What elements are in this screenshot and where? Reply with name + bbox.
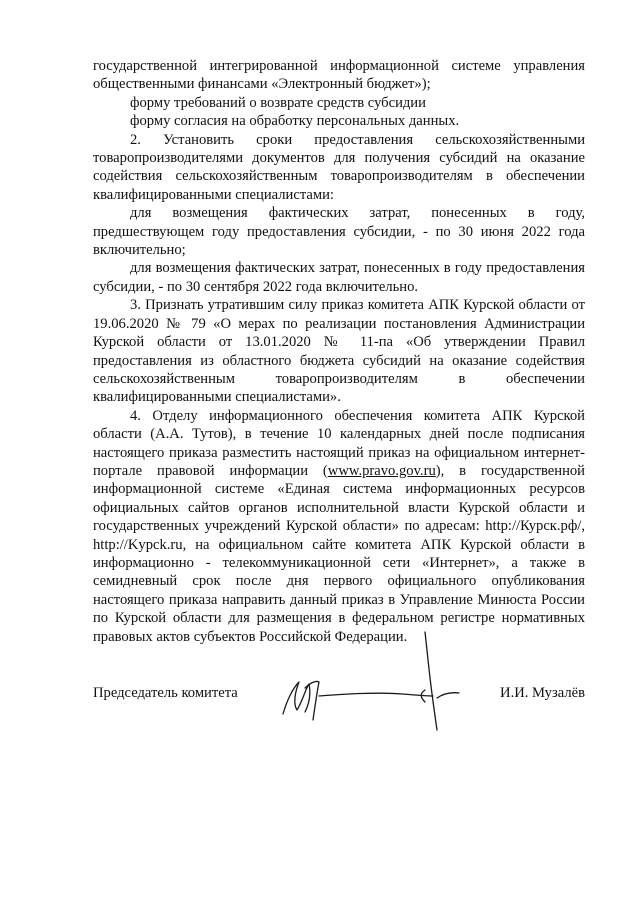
document-body xyxy=(93,57,585,646)
pravo-gov-link[interactable]: www.pravo.gov.ru xyxy=(327,462,436,479)
paragraph-form-requirements: форму требований о возврате средств субсидии xyxy=(130,94,426,111)
paragraph-deadline-current-year: для возмещения фактических затрат, понесенных в году предоставления субсидии, - по 30 сентября 2022 года включительно. xyxy=(93,260,585,295)
paragraph-deadline-previous-year: для возмещения фактических затрат, понесенных в году, предшествующем году предоставления субсидии, - по 30 июня 2022 года включительно; xyxy=(93,205,585,259)
signatory-name: И.И. Музалёв xyxy=(500,685,585,701)
paragraph-form-consent: форму согласия на обработку персональных данных. xyxy=(130,113,460,130)
paragraph-continuation: государственной интегрированной информационной системе управления общественными финансами «Электронный бюджет»); xyxy=(93,58,585,93)
paragraph-item-3: 3. Признать утратившим силу приказ комитета АПК Курской области от 19.06.2020 № 79 «О мерах по реализации постановления Администрации Курской области от 13.01.2020 № 11-па «Об утверждении Правил предоставления из областного бюджета субсидий на оказание содействия сельскохозяйственным товаропроизводителям в обеспечении квалифицированными специалистами». xyxy=(93,297,585,406)
paragraph-item-4-text-before-link: 4. Отделу информационного обеспечения комитета АПК Курской области (А.А. Тутов), в течение 10 календарных дней после подписания настоящего приказа разместить настоящий приказ на официальном интернет-портале правовой информации ( xyxy=(93,407,585,479)
handwritten-signature xyxy=(275,630,465,740)
paragraph-item-4 xyxy=(93,407,585,646)
paragraph-item-4-text-after-link: ), в государственной информационной системе «Единая система информационных ресурсов официальных сайтов органов исполнительной власти Курской области и государственных учреждений Курской области» по адресам: http://Курск.рф/, http://Kypck.ru, на официальном сайте комитета АПК Курской области в информационно - телекоммуникационной сети «Интернет», а также в семидневный срок после дня первого официального опубликования настоящего приказа направить данный приказ в Управление Минюста России по Курской области для размещения в федеральном регистре нормативных правовых актов субъектов Российской Федерации. xyxy=(93,462,585,645)
paragraph-item-2: 2. Установить сроки предоставления сельскохозяйственными товаропроизводителями документов для получения субсидий на оказание содействия сельскохозяйственным товаропроизводителям в обеспечении квалифицированными специалистами: xyxy=(93,131,585,203)
signatory-title: Председатель комитета xyxy=(93,685,238,701)
